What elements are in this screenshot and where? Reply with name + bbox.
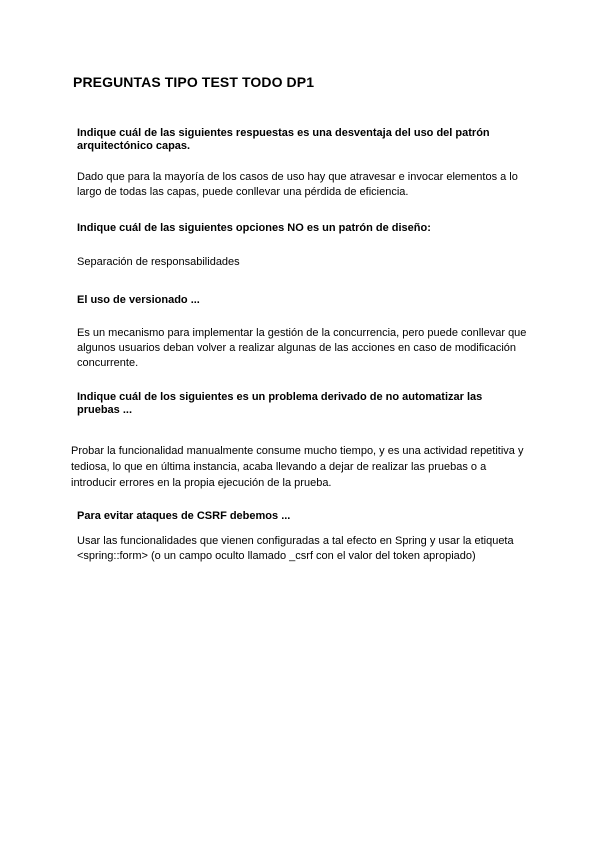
answer-4: Probar la funcionalidad manualmente consume mucho tiempo, y es una actividad repetitiva y tediosa, lo que en última instancia, acaba llevando a dejar de realizar las pruebas o a introducir errores en la propia ejecución de la prueba. [71, 445, 524, 489]
answer-5: Usar las funcionalidades que vienen configuradas a tal efecto en Spring y usar la etiqueta <spring::form> (o un campo oculto llamado _csrf con el valor del token apropiado) [77, 535, 514, 562]
question-5: Para evitar ataques de CSRF debemos ... [77, 510, 291, 522]
question-1: Indique cuál de las siguientes respuestas es una desventaja del uso del patrón arquitectónico capas. [77, 127, 490, 152]
question-4: Indique cuál de los siguientes es un problema derivado de no automatizar las pruebas ... [77, 391, 483, 416]
question-3: El uso de versionado ... [77, 294, 200, 306]
answer-1: Dado que para la mayoría de los casos de uso hay que atravesar e invocar elementos a lo largo de todas las capas, puede conllevar una pérdida de eficiencia. [77, 171, 518, 198]
answer-2: Separación de responsabilidades [77, 256, 240, 268]
answer-3: Es un mecanismo para implementar la gestión de la concurrencia, pero puede conllevar que algunos usuarios deban volver a realizar algunas de las acciones en caso de modificación concurrente. [77, 327, 527, 369]
question-2: Indique cuál de las siguientes opciones NO es un patrón de diseño: [77, 222, 431, 234]
page-title: PREGUNTAS TIPO TEST TODO DP1 [73, 74, 315, 90]
